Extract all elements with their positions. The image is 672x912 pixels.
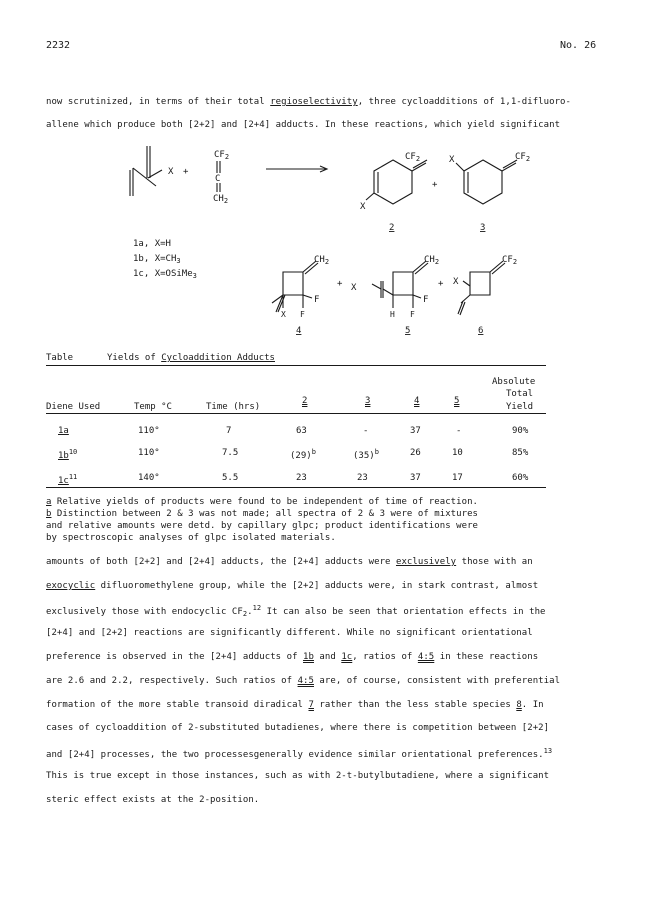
body-line-8: cases of cycloaddition of 2-substituted butadienes, where there is competition between [2+2] [46, 723, 550, 733]
plus-sign-4: + [438, 279, 444, 289]
product-4-f2: F [300, 310, 305, 319]
header-abs-2: Total [506, 389, 534, 399]
body-line-10: This is true except in those instances, such as with 2-t-butylbutadiene, where a significant [46, 771, 550, 781]
cell-col-3: 23 [357, 473, 368, 483]
product-4-ch2: $CH_2$ [314, 255, 330, 266]
cell-col-2: $(29)^b$ [290, 448, 316, 461]
product-4-f: F [314, 295, 320, 305]
header-col-4: 4 [414, 396, 420, 406]
table-header-rule [46, 413, 546, 414]
product-3-x: X [449, 155, 455, 165]
product-5-ch2: $CH_2$ [424, 255, 440, 266]
footnote-b-line-2: and relative amounts were detd. by capillary glpc; product identifications were [46, 521, 479, 531]
header-abs-1: Absolute [492, 377, 536, 387]
header-col-2: 2 [302, 396, 308, 406]
allene-cf2: $CF_2$ [214, 150, 230, 161]
product-5-x: X [351, 283, 357, 293]
plus-sign-1: + [183, 167, 189, 177]
cell-temp: 140° [138, 473, 160, 483]
compound-label-4: 4 [296, 326, 302, 336]
cell-col-5: 17 [452, 473, 463, 483]
header-diene: Diene Used [46, 402, 101, 412]
diene-1a: 1a, X=H [133, 239, 171, 249]
product-5-f: F [423, 295, 429, 305]
allene-c: C [215, 174, 221, 184]
cell-diene: $1c^{11}$ [58, 473, 78, 486]
table-row [0, 473, 672, 487]
header-time: Time (hrs) [206, 402, 261, 412]
footnote-b: b Distinction between 2 & 3 was not made; all spectra of 2 & 3 were of mixtures [46, 509, 479, 519]
compound-label-2: 2 [389, 223, 395, 233]
body-line-7: formation of the more stable transoid diradical 7 rather than the less stable species 8. In [46, 700, 544, 710]
product-4-x: X [281, 310, 286, 319]
table-row [0, 448, 672, 462]
cell-diene: $1b^{10}$ [58, 448, 78, 461]
product-5-f2: F [410, 310, 415, 319]
allene-ch2: $CH_2$ [213, 194, 229, 205]
compound-label-3: 3 [480, 223, 486, 233]
compound-label-5: 5 [405, 326, 411, 336]
body-line-11: steric effect exists at the 2-position. [46, 795, 260, 805]
body-line-9: and [2+4] processes, the two processesgenerally evidence similar orientational preferences.$^{13}$ [46, 747, 553, 760]
cell-yield: 90% [512, 426, 529, 436]
footnote-a: a Relative yields of products were found to be independent of time of reaction. [46, 497, 479, 507]
table-row [0, 426, 672, 440]
cell-temp: 110° [138, 448, 160, 458]
issue-number: No. 26 [560, 40, 597, 51]
header-col-3: 3 [365, 396, 371, 406]
header-col-5: 5 [454, 396, 460, 406]
plus-sign-3: + [337, 279, 343, 289]
product-5-h: H [390, 310, 395, 319]
cell-col-2: 63 [296, 426, 307, 436]
cell-temp: 110° [138, 426, 160, 436]
cell-diene: 1a [58, 426, 69, 436]
table-top-rule [46, 365, 546, 366]
product-2-x: X [360, 202, 366, 212]
cell-time: 7.5 [222, 448, 239, 458]
body-line-6: are 2.6 and 2.2, respectively. Such ratios of 4:5 are, of course, consistent with preferential [46, 676, 561, 686]
header-temp: Temp °C [134, 402, 172, 412]
product-2-cf2: $CF_2$ [405, 152, 421, 163]
cell-col-5: 10 [452, 448, 463, 458]
cell-col-5: - [456, 426, 462, 436]
diene-1c: 1c, X=OSiMe$_3$ [133, 269, 197, 280]
product-3-cf2: $CF_2$ [515, 152, 531, 163]
diene-x-label: X [168, 167, 174, 177]
diene-1b: 1b, $X=CH_3$ [133, 254, 181, 265]
cell-col-4: 37 [410, 473, 421, 483]
body-line-2: exocyclic difluoromethylene group, while the [2+2] adducts were, in stark contrast, almost [46, 581, 539, 591]
cell-yield: 60% [512, 473, 529, 483]
body-line-1: amounts of both [2+2] and [2+4] adducts, the [2+4] adducts were exclusively those with an [46, 557, 533, 567]
compound-label-6: 6 [478, 326, 484, 336]
body-line-3: exclusively those with endocyclic $CF_2.^{12}$ It can also be seen that orientation effects in the [46, 604, 546, 618]
product-6-x: X [453, 277, 459, 287]
cell-time: 7 [226, 426, 232, 436]
cell-col-3: - [363, 426, 369, 436]
cell-col-4: 37 [410, 426, 421, 436]
cell-time: 5.5 [222, 473, 239, 483]
table-bottom-rule [46, 487, 546, 488]
table-header [0, 377, 672, 417]
cell-yield: 85% [512, 448, 529, 458]
page-number: 2232 [46, 40, 71, 51]
footnote-b-line-3: by spectroscopic analyses of glpc isolated materials. [46, 533, 336, 543]
cell-col-4: 26 [410, 448, 421, 458]
plus-sign-2: + [432, 180, 438, 190]
body-line-4: [2+4] and [2+2] reactions are significantly different. While no significant orientational [46, 628, 533, 638]
table-label: Table [46, 353, 74, 363]
header-abs-3: Yield [506, 402, 534, 412]
cell-col-2: 23 [296, 473, 307, 483]
cell-col-3: $(35)^b$ [353, 448, 379, 461]
body-line-5: preference is observed in the [2+4] adducts of 1b and 1c, ratios of 4:5 in these reactions [46, 652, 539, 662]
product-6-cf2: $CF_2$ [502, 255, 518, 266]
reaction-scheme [0, 138, 672, 358]
intro-line-1: now scrutinized, in terms of their total regioselectivity, three cycloadditions of 1,1-difluoro- [46, 97, 571, 107]
intro-line-2: allene which produce both [2+2] and [2+4] adducts. In these reactions, which yield significant [46, 120, 561, 130]
table-title: Yields of Cycloaddition Adducts [107, 353, 275, 363]
